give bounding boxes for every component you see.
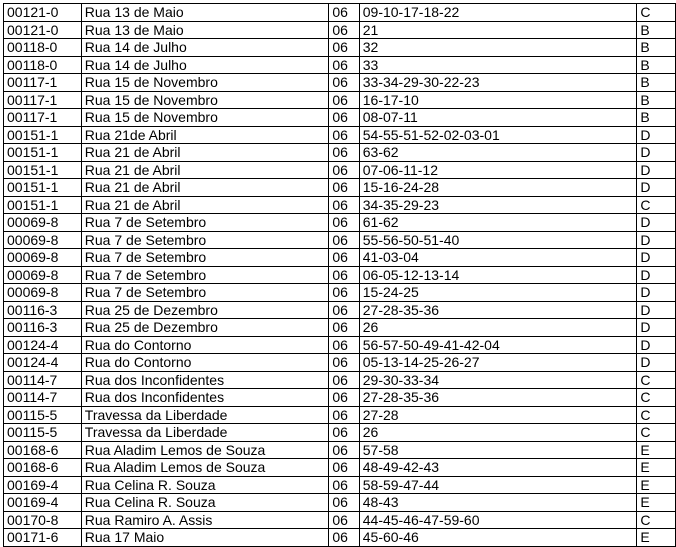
lot-numbers-cell: 06-05-12-13-14 (359, 266, 637, 284)
classification-cell: D (637, 144, 676, 162)
classification-cell: B (637, 74, 676, 92)
table-row (4, 74, 676, 92)
table-row (4, 196, 676, 214)
property-code-cell: 00115-5 (4, 406, 82, 424)
table-row (4, 511, 676, 529)
sector-number-cell: 06 (329, 336, 359, 354)
classification-cell: B (637, 91, 676, 109)
sector-number-cell: 06 (329, 74, 359, 92)
lot-numbers-cell: 58-59-47-44 (359, 476, 637, 494)
classification-cell: B (637, 109, 676, 127)
street-name-cell: Rua 21de Abril (81, 126, 329, 144)
property-code-cell: 00117-1 (4, 91, 82, 109)
lot-numbers-cell: 21 (359, 21, 637, 39)
property-code-cell: 00069-8 (4, 249, 82, 267)
table-row (4, 371, 676, 389)
property-code-cell: 00169-4 (4, 494, 82, 512)
street-name-cell: Rua 21 de Abril (81, 179, 329, 197)
table-row (4, 21, 676, 39)
street-name-cell: Rua 21 de Abril (81, 161, 329, 179)
classification-cell: B (637, 21, 676, 39)
lot-numbers-cell: 07-06-11-12 (359, 161, 637, 179)
sector-number-cell: 06 (329, 144, 359, 162)
property-code-cell: 00151-1 (4, 126, 82, 144)
street-name-cell: Rua 25 de Dezembro (81, 319, 329, 337)
classification-cell: C (637, 371, 676, 389)
table-row (4, 354, 676, 372)
table-row (4, 266, 676, 284)
lot-numbers-cell: 54-55-51-52-02-03-01 (359, 126, 637, 144)
property-code-cell: 00114-7 (4, 389, 82, 407)
sector-number-cell: 06 (329, 266, 359, 284)
property-code-cell: 00069-8 (4, 231, 82, 249)
street-name-cell: Rua Celina R. Souza (81, 476, 329, 494)
street-name-cell: Rua 7 de Setembro (81, 284, 329, 302)
lot-numbers-cell: 32 (359, 39, 637, 57)
street-name-cell: Travessa da Liberdade (81, 424, 329, 442)
lot-numbers-cell: 33-34-29-30-22-23 (359, 74, 637, 92)
property-code-cell: 00151-1 (4, 144, 82, 162)
sector-number-cell: 06 (329, 424, 359, 442)
property-code-cell: 00121-0 (4, 4, 82, 22)
classification-cell: D (637, 319, 676, 337)
lot-numbers-cell: 33 (359, 56, 637, 74)
classification-cell: D (637, 179, 676, 197)
sector-number-cell: 06 (329, 109, 359, 127)
sector-number-cell: 06 (329, 284, 359, 302)
property-code-cell: 00121-0 (4, 21, 82, 39)
classification-cell: E (637, 459, 676, 477)
classification-cell: C (637, 511, 676, 529)
classification-cell: E (637, 441, 676, 459)
property-code-cell: 00116-3 (4, 319, 82, 337)
lot-numbers-cell: 57-58 (359, 441, 637, 459)
lot-numbers-cell: 44-45-46-47-59-60 (359, 511, 637, 529)
lot-numbers-cell: 29-30-33-34 (359, 371, 637, 389)
sector-number-cell: 06 (329, 494, 359, 512)
table-row (4, 56, 676, 74)
classification-cell: B (637, 39, 676, 57)
street-name-cell: Rua 14 de Julho (81, 56, 329, 74)
lot-numbers-cell: 16-17-10 (359, 91, 637, 109)
sector-number-cell: 06 (329, 459, 359, 477)
lot-numbers-cell: 27-28-35-36 (359, 389, 637, 407)
table-row (4, 476, 676, 494)
street-name-cell: Rua Celina R. Souza (81, 494, 329, 512)
lot-numbers-cell: 55-56-50-51-40 (359, 231, 637, 249)
street-name-cell: Rua 25 de Dezembro (81, 301, 329, 319)
street-name-cell: Rua Aladim Lemos de Souza (81, 459, 329, 477)
classification-cell: D (637, 284, 676, 302)
street-name-cell: Rua dos Inconfidentes (81, 371, 329, 389)
lot-numbers-cell: 48-49-42-43 (359, 459, 637, 477)
lot-numbers-cell: 34-35-29-23 (359, 196, 637, 214)
street-name-cell: Rua dos Inconfidentes (81, 389, 329, 407)
lot-numbers-cell: 63-62 (359, 144, 637, 162)
property-code-cell: 00168-6 (4, 441, 82, 459)
classification-cell: E (637, 476, 676, 494)
classification-cell: C (637, 4, 676, 22)
classification-cell: D (637, 231, 676, 249)
lot-numbers-cell: 15-24-25 (359, 284, 637, 302)
table-row (4, 336, 676, 354)
street-name-cell: Rua 15 de Novembro (81, 109, 329, 127)
classification-cell: C (637, 424, 676, 442)
sector-number-cell: 06 (329, 529, 359, 547)
sector-number-cell: 06 (329, 179, 359, 197)
table-row (4, 284, 676, 302)
property-code-cell: 00151-1 (4, 161, 82, 179)
table-row (4, 4, 676, 22)
property-code-cell: 00114-7 (4, 371, 82, 389)
classification-cell: D (637, 301, 676, 319)
table-row (4, 91, 676, 109)
street-name-cell: Rua 7 de Setembro (81, 214, 329, 232)
street-name-cell: Rua 7 de Setembro (81, 266, 329, 284)
classification-cell: D (637, 266, 676, 284)
sector-number-cell: 06 (329, 389, 359, 407)
classification-cell: D (637, 126, 676, 144)
table-row (4, 319, 676, 337)
lot-numbers-cell: 26 (359, 424, 637, 442)
table-row (4, 301, 676, 319)
lot-numbers-cell: 26 (359, 319, 637, 337)
property-code-cell: 00118-0 (4, 56, 82, 74)
property-code-cell: 00171-6 (4, 529, 82, 547)
sector-number-cell: 06 (329, 196, 359, 214)
classification-cell: E (637, 494, 676, 512)
property-code-cell: 00151-1 (4, 196, 82, 214)
sector-number-cell: 06 (329, 214, 359, 232)
table-row (4, 389, 676, 407)
sector-number-cell: 06 (329, 4, 359, 22)
sector-number-cell: 06 (329, 406, 359, 424)
lot-numbers-cell: 45-60-46 (359, 529, 637, 547)
sector-number-cell: 06 (329, 319, 359, 337)
property-code-cell: 00151-1 (4, 179, 82, 197)
classification-cell: D (637, 354, 676, 372)
table-row (4, 459, 676, 477)
table-row (4, 109, 676, 127)
lot-numbers-cell: 27-28-35-36 (359, 301, 637, 319)
street-name-cell: Rua 14 de Julho (81, 39, 329, 57)
property-code-cell: 00168-6 (4, 459, 82, 477)
street-name-cell: Rua 21 de Abril (81, 196, 329, 214)
sector-number-cell: 06 (329, 301, 359, 319)
table-row (4, 424, 676, 442)
sector-number-cell: 06 (329, 231, 359, 249)
street-name-cell: Rua 21 de Abril (81, 144, 329, 162)
street-name-cell: Rua 13 de Maio (81, 21, 329, 39)
table-row (4, 249, 676, 267)
sector-number-cell: 06 (329, 39, 359, 57)
table-row (4, 179, 676, 197)
street-name-cell: Rua 15 de Novembro (81, 74, 329, 92)
street-name-cell: Rua do Contorno (81, 336, 329, 354)
classification-cell: D (637, 249, 676, 267)
lot-numbers-cell: 08-07-11 (359, 109, 637, 127)
property-code-cell: 00124-4 (4, 336, 82, 354)
street-name-cell: Rua do Contorno (81, 354, 329, 372)
sector-number-cell: 06 (329, 91, 359, 109)
property-code-cell: 00117-1 (4, 74, 82, 92)
sector-number-cell: 06 (329, 21, 359, 39)
lot-numbers-cell: 61-62 (359, 214, 637, 232)
classification-cell: D (637, 161, 676, 179)
classification-cell: B (637, 56, 676, 74)
sector-number-cell: 06 (329, 371, 359, 389)
classification-cell: C (637, 196, 676, 214)
property-code-cell: 00069-8 (4, 284, 82, 302)
property-code-cell: 00069-8 (4, 214, 82, 232)
table-row (4, 441, 676, 459)
street-lots-table (3, 3, 676, 547)
lot-numbers-cell: 48-43 (359, 494, 637, 512)
table-row (4, 406, 676, 424)
table-row (4, 529, 676, 547)
sector-number-cell: 06 (329, 354, 359, 372)
lot-numbers-cell: 05-13-14-25-26-27 (359, 354, 637, 372)
street-name-cell: Rua 17 Maio (81, 529, 329, 547)
street-name-cell: Rua 7 de Setembro (81, 231, 329, 249)
classification-cell: C (637, 389, 676, 407)
sector-number-cell: 06 (329, 161, 359, 179)
table-row (4, 126, 676, 144)
property-code-cell: 00169-4 (4, 476, 82, 494)
sector-number-cell: 06 (329, 476, 359, 494)
classification-cell: D (637, 214, 676, 232)
table-row (4, 39, 676, 57)
property-code-cell: 00115-5 (4, 424, 82, 442)
table-row (4, 231, 676, 249)
sector-number-cell: 06 (329, 441, 359, 459)
street-name-cell: Rua 7 de Setembro (81, 249, 329, 267)
property-code-cell: 00170-8 (4, 511, 82, 529)
lot-numbers-cell: 56-57-50-49-41-42-04 (359, 336, 637, 354)
classification-cell: C (637, 406, 676, 424)
table-row (4, 494, 676, 512)
lot-numbers-cell: 27-28 (359, 406, 637, 424)
property-code-cell: 00116-3 (4, 301, 82, 319)
table-row (4, 214, 676, 232)
property-code-cell: 00118-0 (4, 39, 82, 57)
sector-number-cell: 06 (329, 126, 359, 144)
street-name-cell: Rua Ramiro A. Assis (81, 511, 329, 529)
lot-numbers-cell: 41-03-04 (359, 249, 637, 267)
street-name-cell: Rua 15 de Novembro (81, 91, 329, 109)
sector-number-cell: 06 (329, 249, 359, 267)
classification-cell: D (637, 336, 676, 354)
property-code-cell: 00117-1 (4, 109, 82, 127)
sector-number-cell: 06 (329, 511, 359, 529)
property-code-cell: 00069-8 (4, 266, 82, 284)
property-code-cell: 00124-4 (4, 354, 82, 372)
classification-cell: E (637, 529, 676, 547)
lot-numbers-cell: 15-16-24-28 (359, 179, 637, 197)
lot-numbers-cell: 09-10-17-18-22 (359, 4, 637, 22)
street-name-cell: Travessa da Liberdade (81, 406, 329, 424)
table-row (4, 161, 676, 179)
table-body (4, 4, 676, 547)
street-name-cell: Rua 13 de Maio (81, 4, 329, 22)
sector-number-cell: 06 (329, 56, 359, 74)
street-name-cell: Rua Aladim Lemos de Souza (81, 441, 329, 459)
table-row (4, 144, 676, 162)
